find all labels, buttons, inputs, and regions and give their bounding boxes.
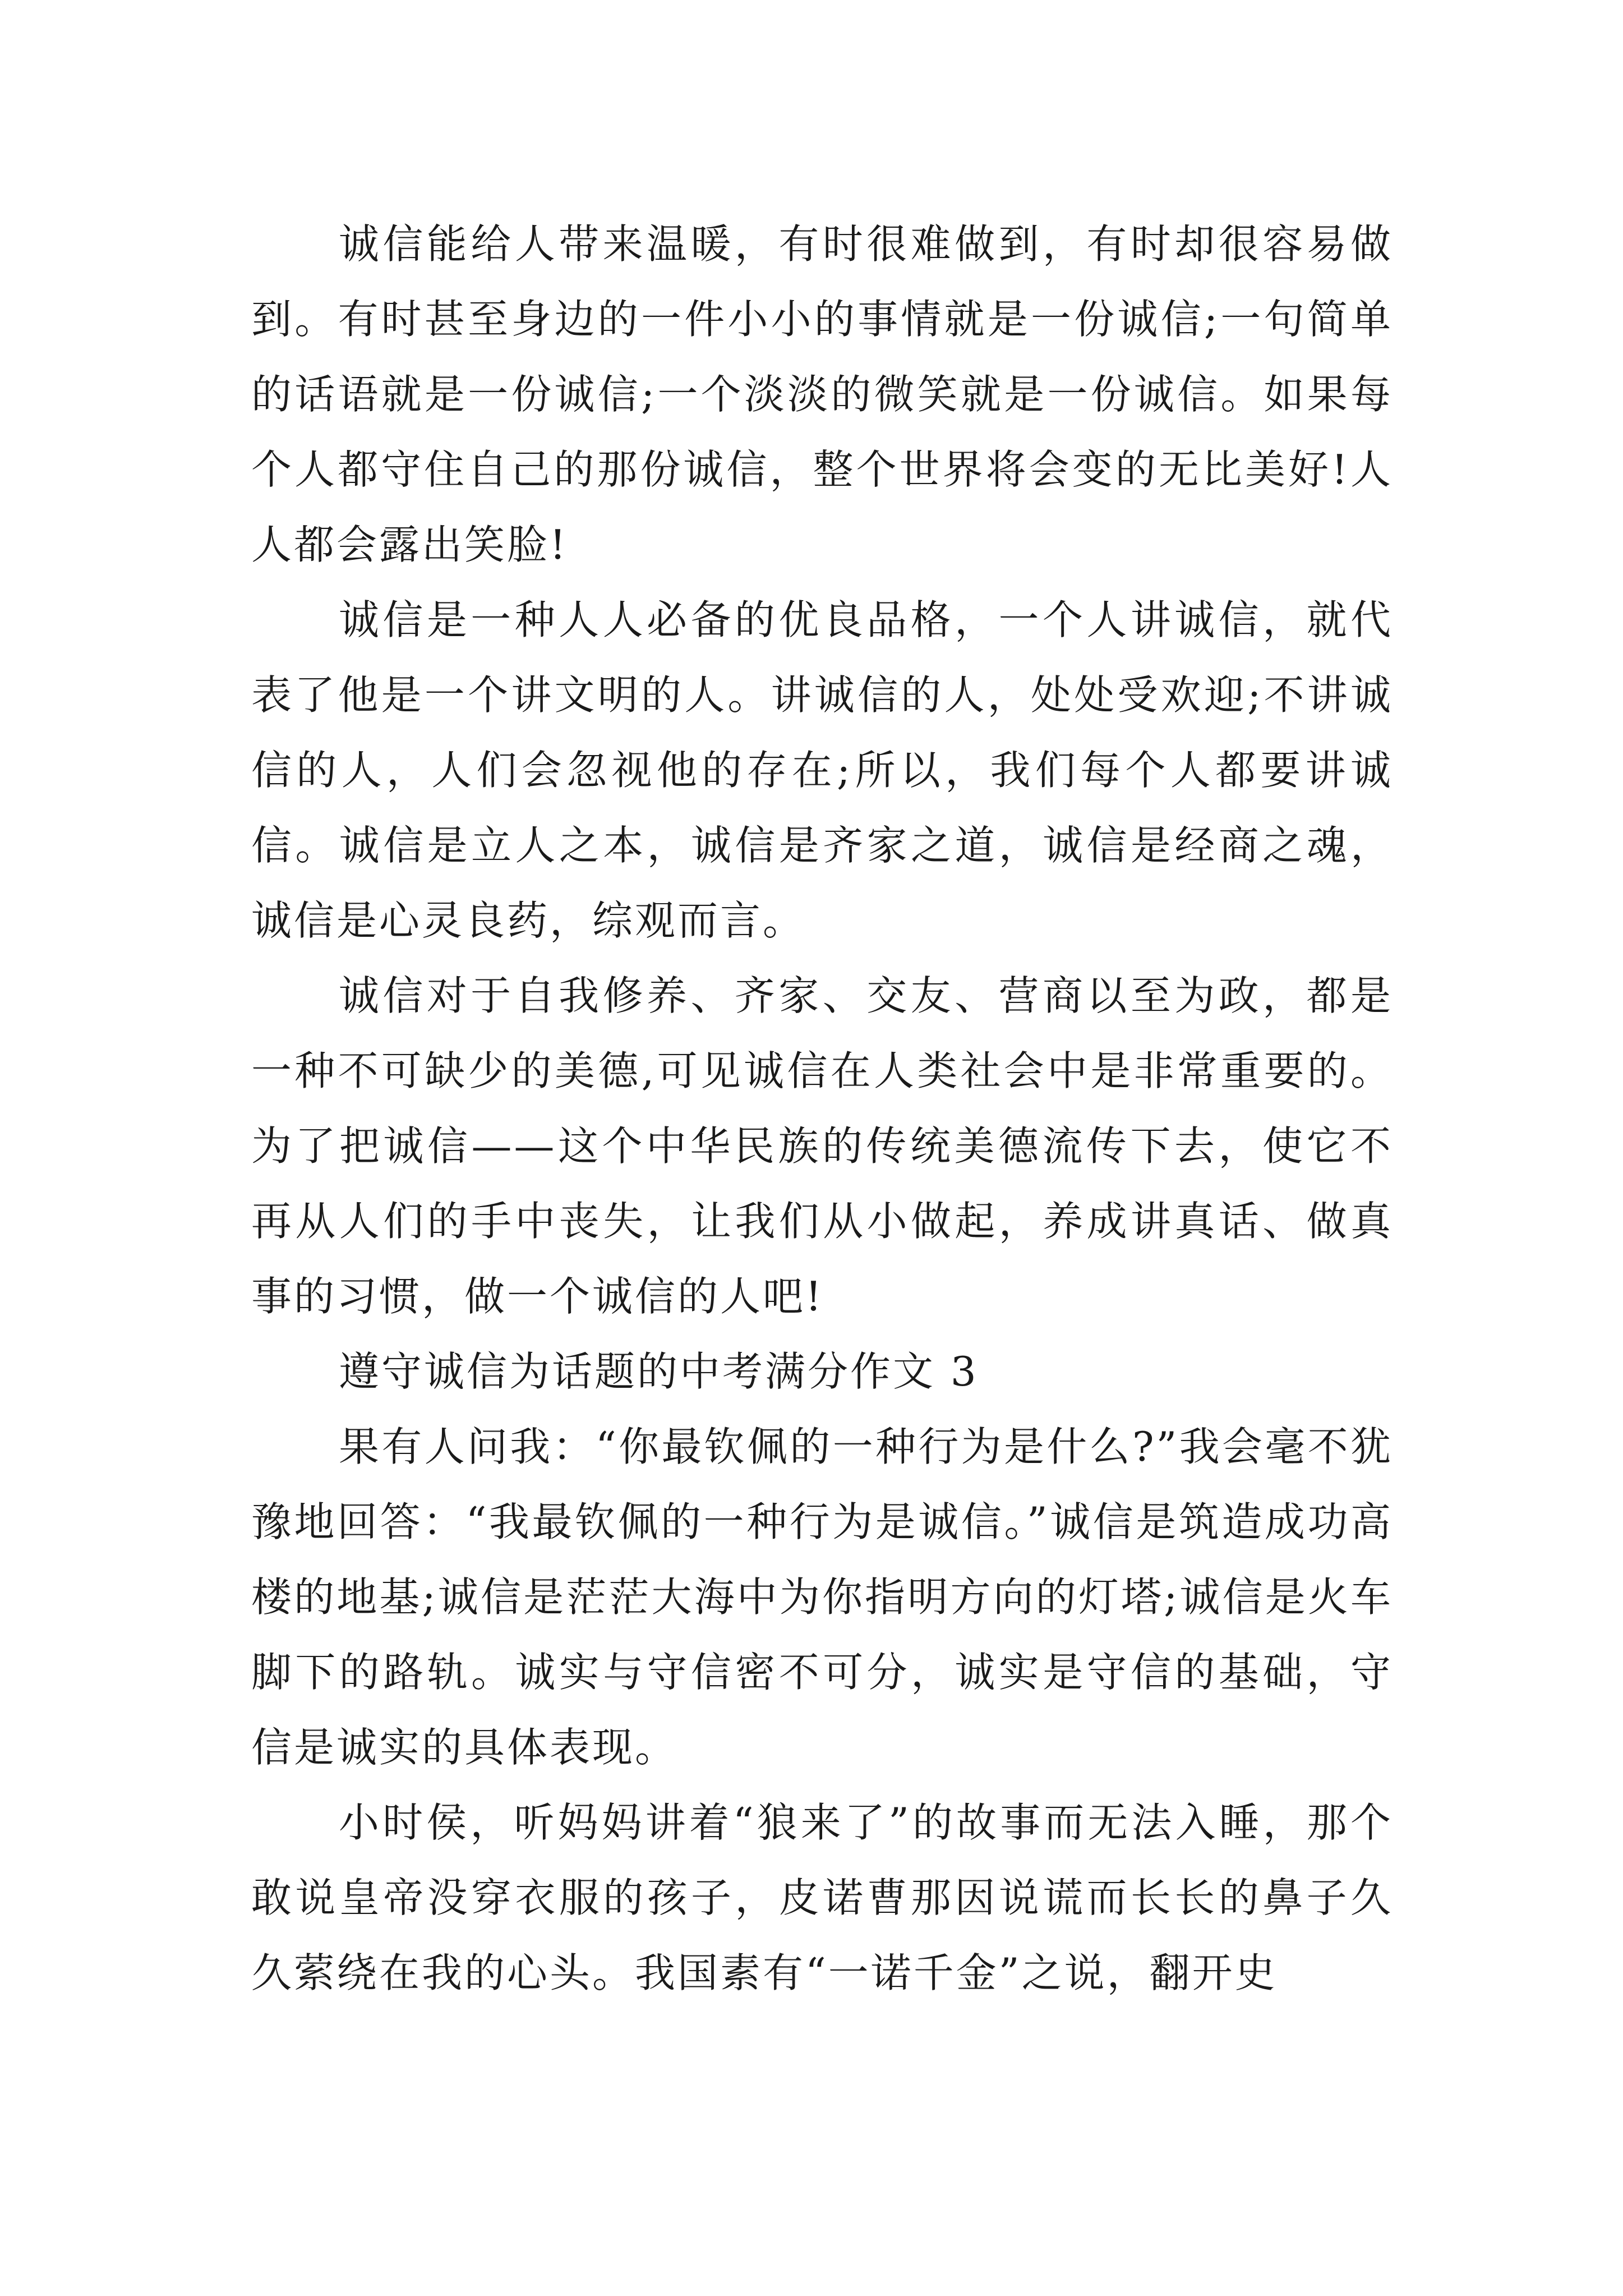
paragraph-1: 诚信能给人带来温暖，有时很难做到，有时却很容易做到。有时甚至身边的一件小小的事情就是一份诚信;一句简单的话语就是一份诚信;一个淡淡的微笑就是一份诚信。如果每个人都守住自己的那份诚信，整个世界将会变的无比美好!人人都会露出笑脸! xyxy=(251,220,1393,568)
document-body xyxy=(251,206,1393,2010)
paragraph-4: 果有人问我：“你最钦佩的一种行为是什么?”我会毫不犹豫地回答：“我最钦佩的一种行为是诚信。”诚信是筑造成功高楼的地基;诚信是茫茫大海中为你指明方向的灯塔;诚信是火车脚下的路轨。诚实与守信密不可分，诚实是守信的基础，守信是诚实的具体表现。 xyxy=(251,1423,1393,1771)
paragraph-2: 诚信是一种人人必备的优良品格，一个人讲诚信，就代表了他是一个讲文明的人。讲诚信的人，处处受欢迎;不讲诚信的人，人们会忽视他的存在;所以，我们每个人都要讲诚信。诚信是立人之本，诚信是齐家之道，诚信是经商之魂，诚信是心灵良药，综观而言。 xyxy=(251,596,1393,944)
paragraph-3: 诚信对于自我修养、齐家、交友、营商以至为政，都是一种不可缺少的美德,可见诚信在人类社会中是非常重要的。为了把诚信——这个中华民族的传统美德流传下去，使它不再从人们的手中丧失，让我们从小做起，养成讲真话、做真事的习惯，做一个诚信的人吧! xyxy=(251,972,1393,1320)
section-heading: 遵守诚信为话题的中考满分作文 3 xyxy=(339,1348,979,1395)
paragraph-5: 小时侯，听妈妈讲着“狼来了”的故事而无法入睡，那个敢说皇帝没穿衣服的孩子，皮诺曹那因说谎而长长的鼻子久久萦绕在我的心头。我国素有“一诺千金”之说，翻开史 xyxy=(251,1799,1393,1996)
